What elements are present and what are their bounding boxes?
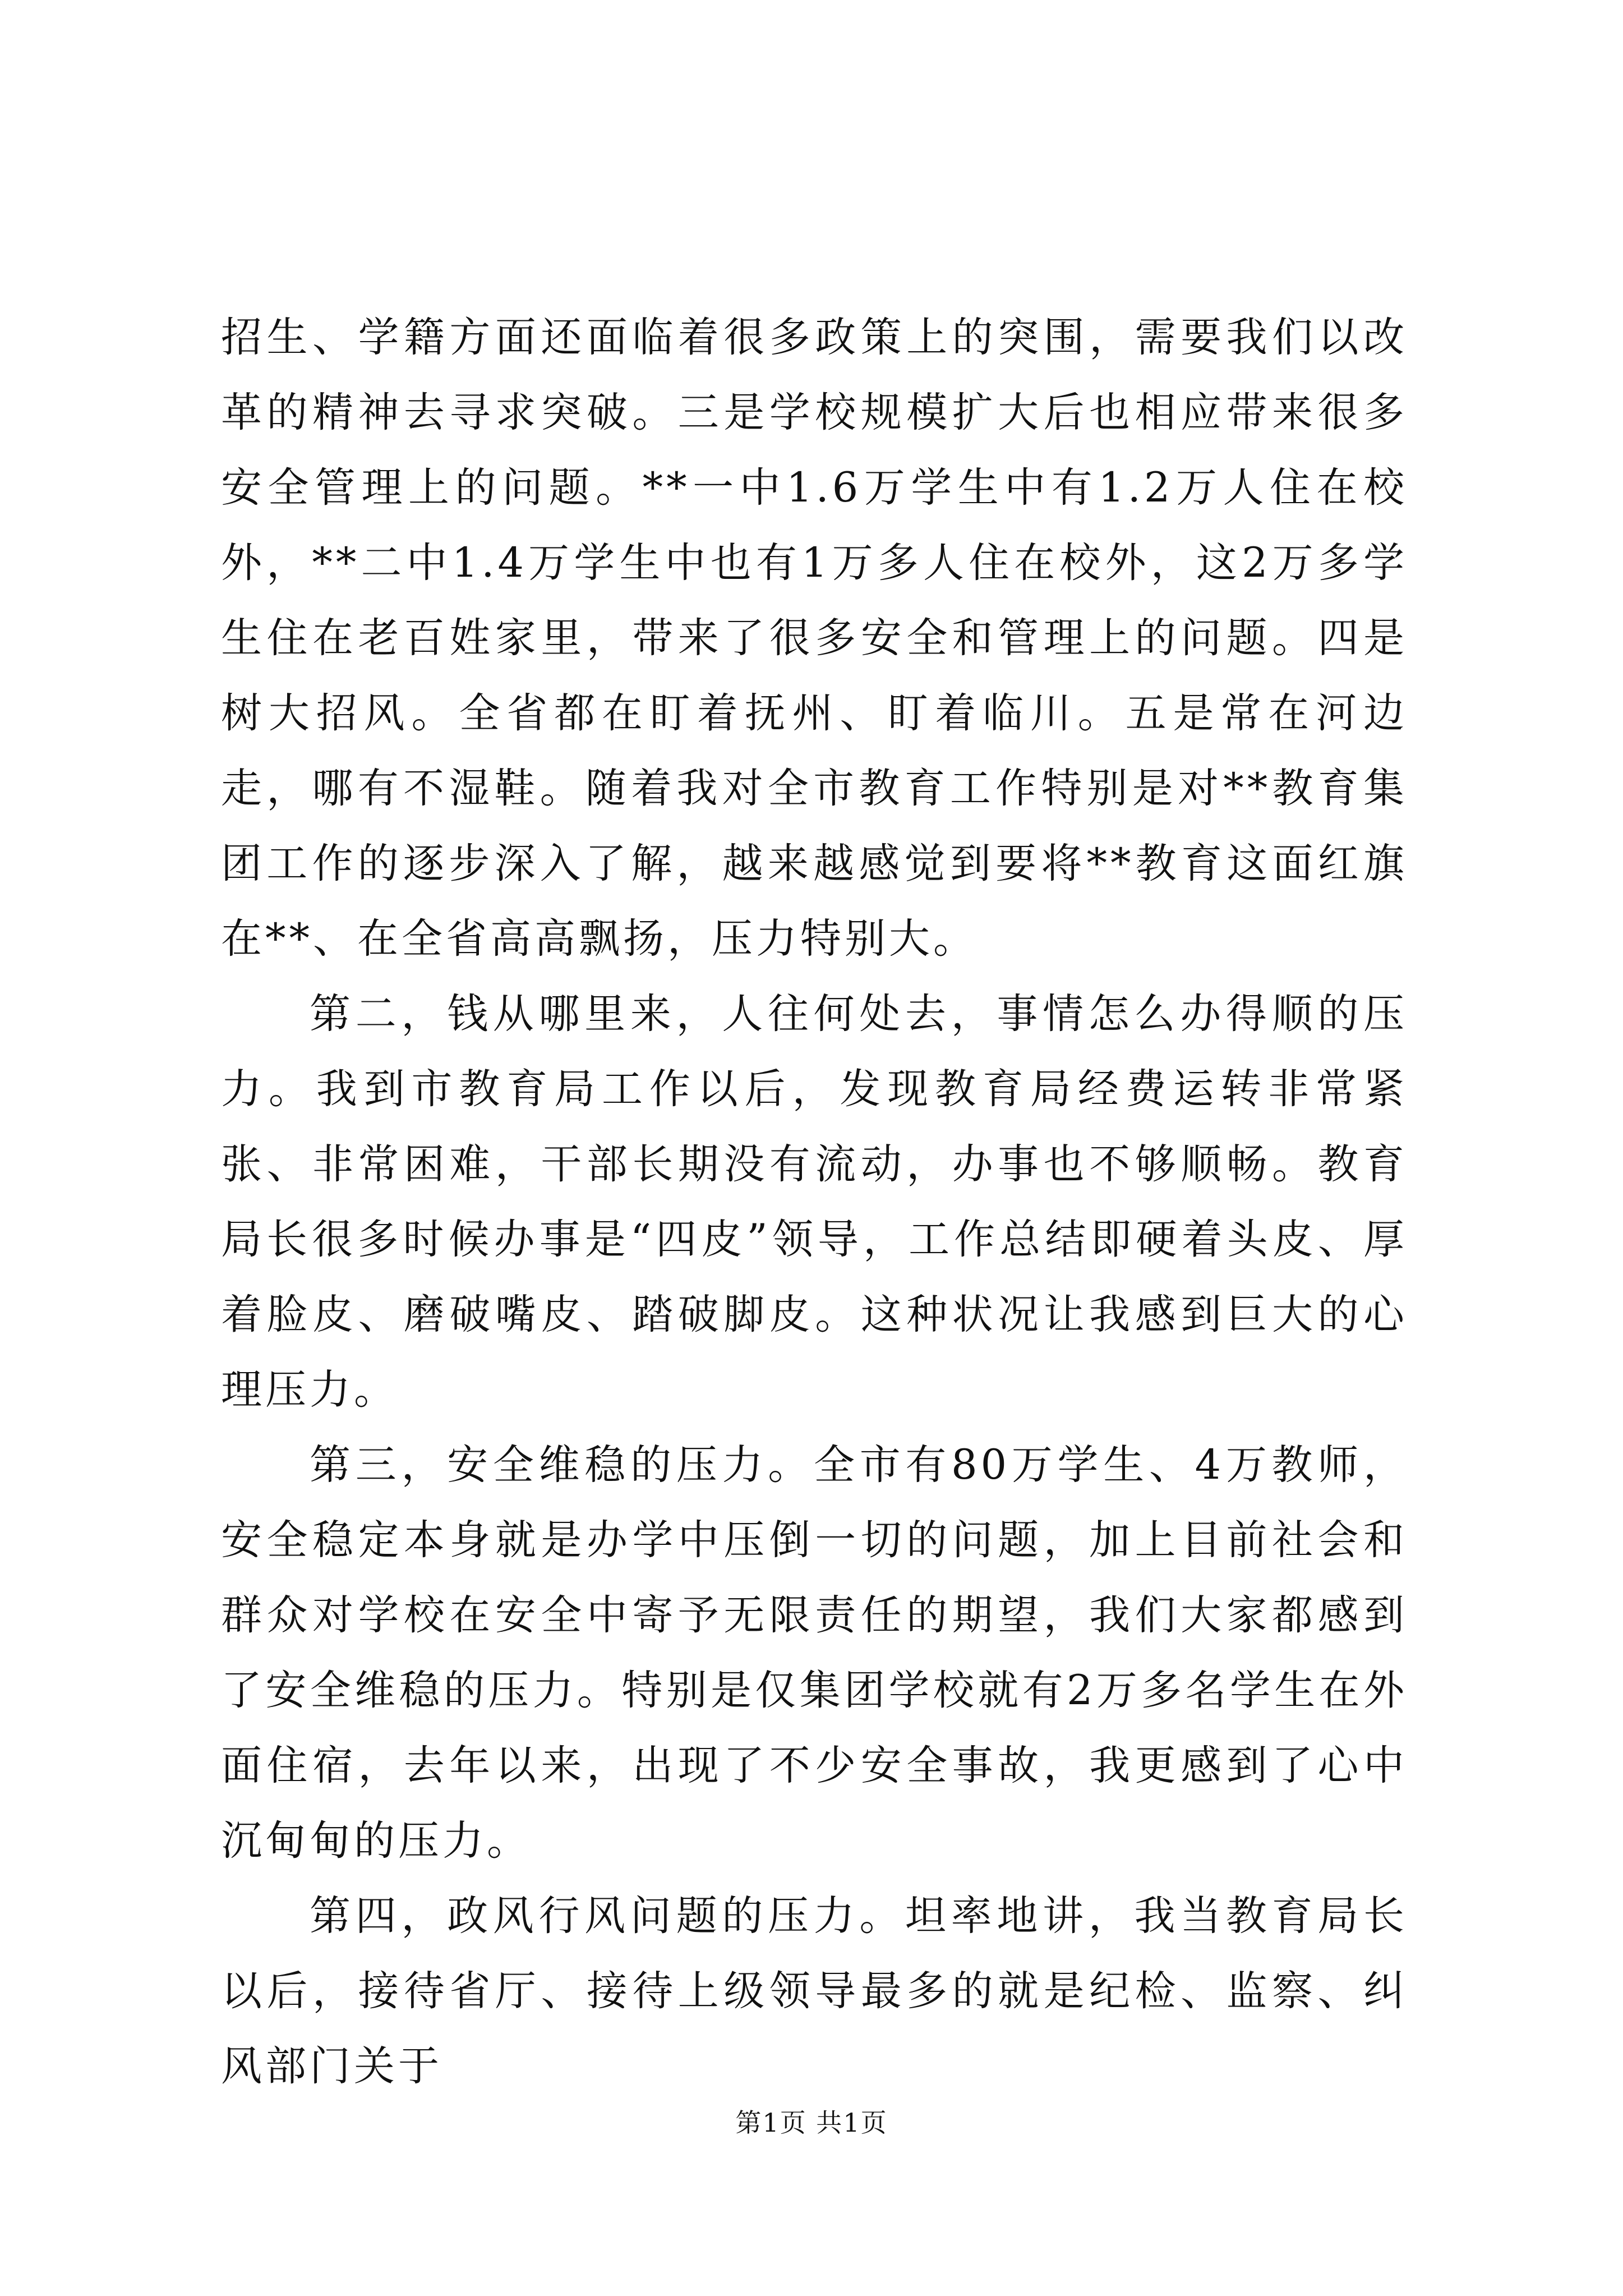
page-footer: 第1页 共1页: [735, 2108, 888, 2138]
paragraph-second-pressure: 第二，钱从哪里来，人往何处去，事情怎么办得顺的压力。我到市教育局工作以后，发现教育局经费运转非常紧张、非常困难，干部长期没有流动，办事也不够顺畅。教育局长很多时候办事是“四皮”领导，工作总结即硬着头皮、厚着脸皮、磨破嘴皮、踏破脚皮。这种状况让我感到巨大的心理压力。: [221, 990, 1408, 1414]
paragraph-fourth-pressure: 第四，政风行风问题的压力。坦率地讲，我当教育局长以后，接待省厅、接待上级领导最多的就是纪检、监察、纠风部门关于: [221, 1892, 1408, 2090]
document-body: [221, 300, 1408, 2104]
paragraph-continuation: 招生、学籍方面还面临着很多政策上的突围，需要我们以改革的精神去寻求突破。三是学校规模扩大后也相应带来很多安全管理上的问题。**一中1.6万学生中有1.2万人住在校外，**二中1.4万学生中也有1万多人住在校外，这2万多学生住在老百姓家里，带来了很多安全和管理上的问题。四是树大招风。全省都在盯着抚州、盯着临川。五是常在河边走，哪有不湿鞋。随着我对全市教育工作特别是对**教育集团工作的逐步深入了解，越来越感觉到要将**教育这面红旗在**、在全省高高飘扬，压力特别大。: [221, 314, 1408, 963]
paragraph-third-pressure: 第三，安全维稳的压力。全市有80万学生、4万教师，安全稳定本身就是办学中压倒一切的问题，加上目前社会和群众对学校在安全中寄予无限责任的期望，我们大家都感到了安全维稳的压力。特别是仅集团学校就有2万多名学生在外面住宿，去年以来，出现了不少安全事故，我更感到了心中沉甸甸的压力。: [221, 1441, 1408, 1865]
